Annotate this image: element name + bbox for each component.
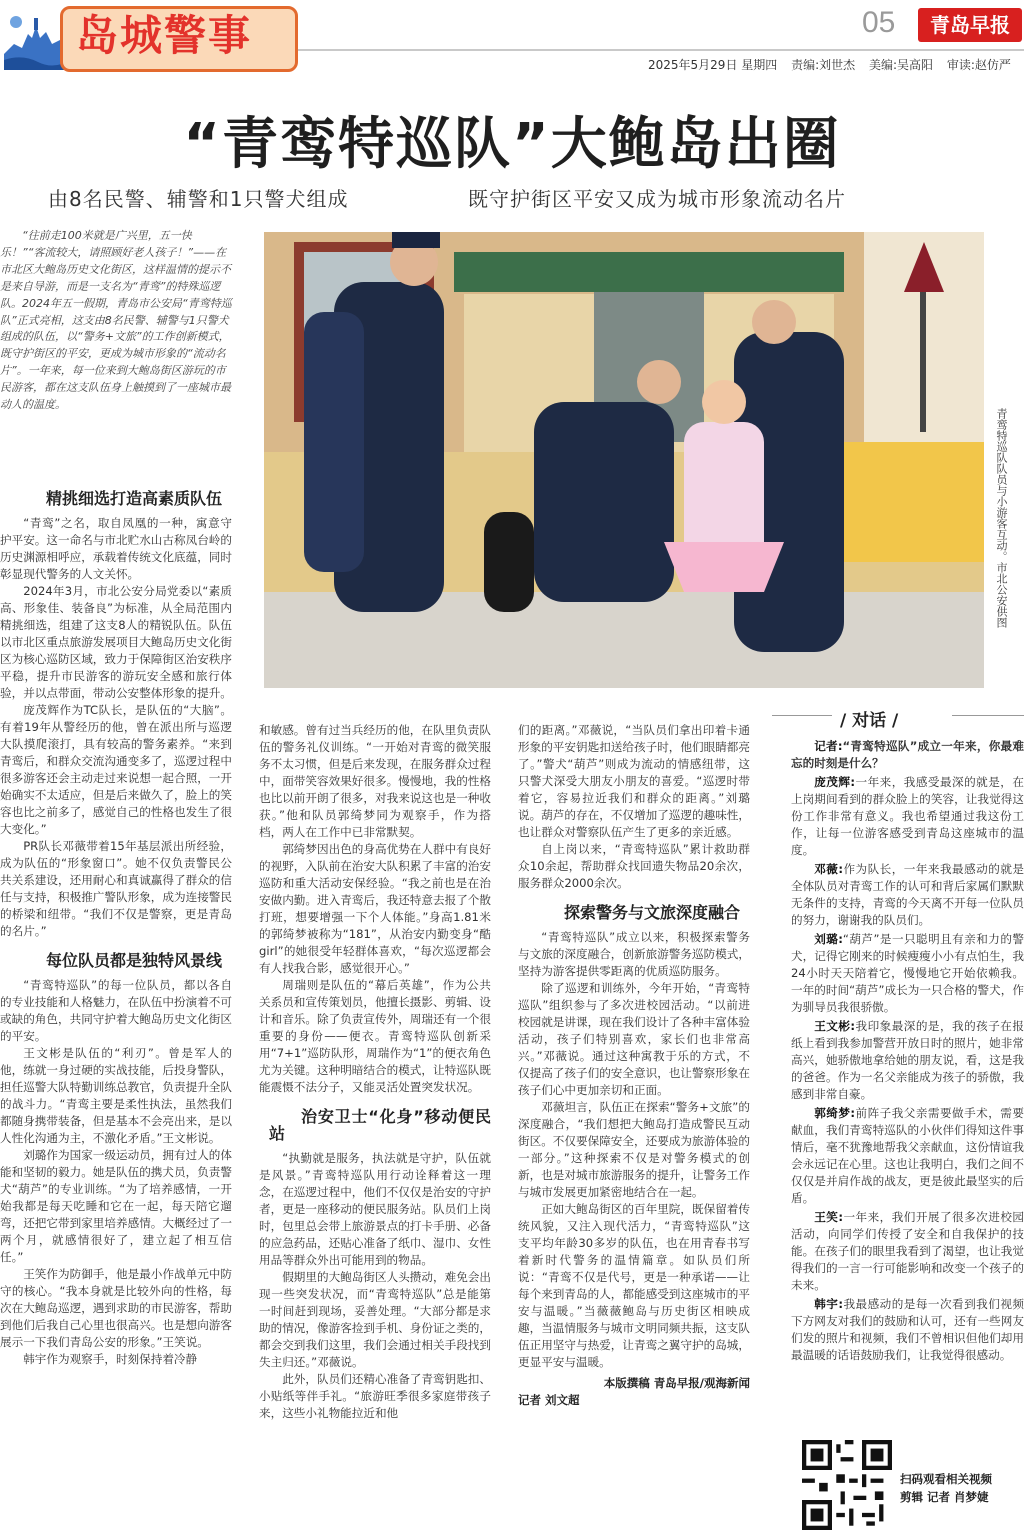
qr-caption-line-2: 剪辑 记者 肖梦婕 xyxy=(900,1490,989,1504)
dialog-entry: 郭绮梦:前阵子我父亲需要做手术，需要献血，我们青鸾特巡队的小伙伴们得知这件事情后，毫不犹豫地帮我父亲献血，这份情谊我会永远记在心里。这也让我明白，我们之间不仅仅是并肩作战的战友，更是彼此最坚实的后盾。 xyxy=(791,1106,1024,1205)
dialog-text: 一年来，我们开展了很多次进校园活动，向同学们传授了安全和自我保护的技能。在孩子们的眼里我看到了渴望，也让我觉得我们的一言一行可能影响和改变一个孩子的未来。 xyxy=(791,1210,1024,1292)
edition-meta xyxy=(648,56,1021,73)
subtitle-left: 由8名民警、辅警和1只警犬组成 xyxy=(48,187,349,211)
dialog-column xyxy=(791,738,1024,1366)
dialog-text: 前阵子我父亲需要做手术，需要献血，我们青鸾特巡队的小伙伴们得知这件事情后，毫不犹豫地帮我父亲献血，这份情谊我会永远记在心里。这也让我明白，我们之间不仅仅是并肩作战的战友，更是彼此最坚实的后盾。 xyxy=(791,1106,1024,1205)
dialog-speaker: 王笑 xyxy=(814,1210,839,1224)
dialog-speaker: 刘璐 xyxy=(814,932,839,946)
lead-paragraph xyxy=(0,228,232,414)
paragraph: 庞茂辉作为TC队长，是队伍的“大脑”。有着19年从警经历的他，曾在派出所与巡逻大队摸爬滚打，具有较高的警务素养。“来到青鸾后，和群众交流沟通变多了，巡逻过程中很多游客还会主动走过来说想一起合照，一开始确实不太适应，但是后来做久了，脸上的笑容也比之前多了，感觉自己的性格也发生了很大变化。” xyxy=(0,703,232,836)
paragraph: 韩宇作为观察手，时刻保持着冷静 xyxy=(23,1352,198,1366)
dialog-text: 一年来，我感受最深的就是，在上岗期间看到的群众脸上的笑容，让我觉得这份工作非常有意义。我也希望通过我这份工作，让每一位游客感受到青岛这座城市的温度。 xyxy=(791,775,1024,857)
dialog-speaker: 记者 xyxy=(814,739,838,753)
photo-caption: 青鸾特巡队队员与小游客互动。市北公安供图 xyxy=(995,408,1008,628)
article-title: “青鸾特巡队”大鲍岛出圈 xyxy=(183,112,841,177)
paragraph: 郭绮梦因出色的身高优势在人群中有良好的视野，入队前在治安大队积累了丰富的治安巡防和重大活动安保经验。“我之前也是在治安做内勤。进入青鸾后，我还特意去报了个散打班，想要增强一下个人体能。”身高1.81米的郭绮梦被称为“181”，从治安内勤变身“酷girl”的她很受年轻群体喜欢，“每次巡逻都会有人找我合影，感觉很开心。” xyxy=(259,842,491,975)
art-editor: 美编:吴高阳 xyxy=(868,58,934,72)
dialog-speaker: 王文彬 xyxy=(814,1019,851,1033)
paragraph: 王笑作为防御手，他是最小作战单元中防守的核心。“我本身就是比较外向的性格，每次在大鲍岛巡逻，遇到求助的市民游客，帮助到他们后我自己心里也很高兴。也是想向游客展示一下我们青岛公安的形象。”王笑说。 xyxy=(0,1267,232,1349)
qr-caption-line-1: 扫码观看相关视频 xyxy=(900,1472,992,1486)
paragraph: “执勤就是服务，执法就是守护，队伍就是风景。”青鸾特巡队用行动诠释着这一理念，在巡逻过程中，他们不仅仅是治安的守护者，更是一座移动的便民服务站。队员们上岗时，包里总会带上旅游景点的打卡手册、必备的应急药品，还贴心准备了纸巾、湿巾、女性用品等群众外出可能用到的物品。 xyxy=(259,1151,491,1267)
dialog-title: / 对话 / xyxy=(840,711,899,731)
header-rule xyxy=(298,49,1024,51)
edition-date: 2025年5月29日 星期四 xyxy=(648,58,778,72)
heading-service: 治安卫士“化身”移动便民站 xyxy=(269,1107,491,1143)
dialog-entry: 王笑:一年来，我们开展了很多次进校园活动，向同学们传授了安全和自我保护的技能。在孩子们的眼里我看到了渴望，也让我觉得我们的一言一行可能影响和改变一个孩子的未来。 xyxy=(791,1210,1024,1292)
dialog-entry: 韩宇:我最感动的是每一次看到我们视频下方网友对我们的鼓励和认可，还有一些网友们发的照片和视频，我们不曾相识但他们却用最温暖的话语鼓励我们，让我觉得很感动。 xyxy=(791,1297,1024,1362)
paragraph: “青鸾”之名，取自凤凰的一种，寓意守护平安。这一命名与市北贮水山古称凤台岭的历史渊源相呼应，承载着传统文化底蕴，同时彰显现代警务的人文关怀。 xyxy=(0,516,232,581)
dialog-speaker: 郭绮梦 xyxy=(814,1106,851,1120)
paragraph: 正如大鲍岛街区的百年里院，既保留着传统风貌，又注入现代活力，“青鸾特巡队”这支平均年龄30多岁的队伍，也在用青春书写着新时代警务的温情篇章。如队员们所说：“青鸾不仅是代号，更是一种承诺——让每个来到青岛的人，都能感受到这座城市的平安与温暖。”当薇薇鲍岛与历史街区相映成趣，当温情服务与城市文明同频共振，这支队伍正用坚守与热爱，让青鸾之翼守护的岛城，更显平安与温暖。 xyxy=(518,1202,750,1369)
paragraph: 邓薇坦言，队伍正在探索“警务+文旅”的深度融合，“我们想把大鲍岛打造成警民互动街区。不仅要保障安全，还要成为旅游体验的一部分。”这种探索不仅是对警务模式的创新，也是对城市旅游服务的提升，让警务工作与城市发展更加紧密地结合在一起。 xyxy=(518,1100,750,1199)
paragraph: 假期里的大鲍岛街区人头攒动，难免会出现一些突发状况，而“青鸾特巡队”总是能第一时间赶到现场，妥善处理。“大部分都是求助的情况，像游客捡到手机、身份证之类的，都会交到我们这里，我们会通过相关手段找到失主归还。”邓薇说。 xyxy=(259,1270,491,1369)
paragraph: 自上岗以来，“青鸾特巡队”累计救助群众10余起，帮助群众找回遗失物品20余次，服务群众2000余次。 xyxy=(518,842,750,890)
editor: 责编:刘世杰 xyxy=(791,58,856,72)
dialog-text: 我最感动的是每一次看到我们视频下方网友对我们的鼓励和认可，还有一些网友们发的照片和视频，我们不曾相识但他们却用最温暖的话语鼓励我们，让我觉得很感动。 xyxy=(791,1297,1024,1362)
paragraph: 除了巡逻和训练外，今年开始，“青鸾特巡队”组织参与了多次进校园活动。“以前进校园就是讲课，现在我们设计了各种丰富体验活动，孩子们特别喜欢，家长们也非常高兴。”邓薇说。通过这种寓教于乐的方式，不仅提高了孩子们的安全意识，也让警察形象在孩子们心中更加亲切和正面。 xyxy=(518,981,750,1097)
page-number: 05 xyxy=(862,6,896,39)
dialog-entry: 刘璐:“葫芦”是一只聪明且有亲和力的警犬，记得它刚来的时候瘦瘦小小有点怕生，我24小时天天陪着它，慢慢地它开始依赖我。一年的时间“葫芦”成长为一只合格的警犬，作为驯导员我很骄傲。 xyxy=(791,932,1024,1014)
dialog-rule-left xyxy=(772,715,832,716)
heading-tourism: 探索警务与文旅深度融合 xyxy=(564,903,741,922)
subtitle-right: 既守护街区平安又成为城市形象流动名片 xyxy=(468,187,846,211)
paragraph: PR队长邓薇带着15年基层派出所经验，成为队伍的“形象窗口”。她不仅负责警民公共关系建设，还用耐心和真诚赢得了群众的信任与支持，积极推广警队形象，成为连接警民的桥梁和纽带。“我们不仅是警察，更是青岛的名片。” xyxy=(0,839,232,938)
dialog-text: 我印象最深的是，我的孩子在报纸上看到我参加警营开放日时的照片，她非常高兴，她骄傲地拿给她的朋友说，看，这是我的爸爸。作为一名父亲能成为孩子的骄傲，我感到非常自豪。 xyxy=(791,1019,1024,1101)
dialog-text: “青鸾特巡队”成立一年来，你最难忘的时刻是什么？ xyxy=(791,739,1024,770)
dialog-text: 作为队长，一年来我最感动的就是全体队员对青鸾工作的认可和背后家属们默默无条件的支持，青鸾的今天离不开每一位队员的努力，谢谢我的队员们。 xyxy=(791,862,1024,927)
section-title: 岛城警事 xyxy=(76,11,253,60)
dialog-entry: 王文彬:我印象最深的是，我的孩子在报纸上看到我参加警营开放日时的照片，她非常高兴，她骄傲地拿给她的朋友说，看，这是我的爸爸。作为一名父亲能成为孩子的骄傲，我感到非常自豪。 xyxy=(791,1019,1024,1101)
paper-logo: 青岛早报 xyxy=(918,8,1022,42)
heading-members: 每位队员都是独特风景线 xyxy=(46,951,223,970)
dialog-text: “葫芦”是一只聪明且有亲和力的警犬，记得它刚来的时候瘦瘦小小有点怕生，我24小时天天陪着它，慢慢地它开始依赖我。一年的时间“葫芦”成长为一只合格的警犬，作为驯导员我很骄傲。 xyxy=(791,932,1024,1014)
paragraph: 2024年3月，市北公安分局党委以“素质高、形象佳、装备良”为标准，从全局范围内精挑细选，组建了这支8人的精锐队伍。队伍以市北区重点旅游发展项目大鲍岛历史文化街区为核心巡防区域，致力于保障街区治安秩序平稳，提升市民游客的游玩安全感和旅行体验，并以点带面，带动公安整体形象的提升。 xyxy=(0,584,232,700)
qr-caption xyxy=(900,1470,992,1506)
dialog-entry: 庞茂辉:一年来，我感受最深的就是，在上岗期间看到的群众脸上的笑容，让我觉得这份工作非常有意义。我也希望通过我这份工作，让每一位游客感受到青岛这座城市的温度。 xyxy=(791,775,1024,857)
heading-selection: 精挑细选打造高素质队伍 xyxy=(46,489,223,508)
column-2 xyxy=(259,722,491,1422)
paragraph: 刘璐作为国家一级运动员，拥有过人的体能和坚韧的毅力。她是队伍的携犬员，负责警犬“葫芦”的专业训练。“为了培养感情，一开始我都是每天吃睡和它在一起，每天陪它遛弯，还把它带到家里培养感情。大概经过了一两个月，就感情很好了，建立起了相互信任。” xyxy=(0,1148,232,1264)
masthead xyxy=(0,0,296,72)
paragraph: 此外，队员们还精心准备了青鸾钥匙扣、小贴纸等伴手礼。“旅游旺季很多家庭带孩子来，这些小礼物能拉近和他 xyxy=(259,1372,491,1420)
dialog-speaker: 邓薇 xyxy=(814,862,839,876)
column-1 xyxy=(0,490,232,1368)
paragraph: 周瑞则是队伍的“幕后英雄”，作为公共关系员和宣传策划员，他擅长摄影、剪辑、设计和音乐。除了负责宣传外，周瑞还有一个很重要的身份——便衣。青鸾特巡队创新采用“7+1”巡防队形，周瑞作为“1”的便衣角色尤为关键。这种明暗结合的模式，让特巡队既能震慑不法分子，又能灵活处置突发状况。 xyxy=(259,978,491,1094)
byline-reporter: 记者 刘文超 xyxy=(518,1393,580,1407)
dialog-entry: 邓薇:作为队长，一年来我最感动的就是全体队员对青鸾工作的认可和背后家属们默默无条件的支持，青鸾的今天离不开每一位队员的努力，谢谢我的队员们。 xyxy=(791,862,1024,927)
paragraph: “青鸾特巡队”成立以来，积极探索警务与文旅的深度融合，创新旅游警务巡防模式，坚持为游客提供零距离的优质巡防服务。 xyxy=(518,930,750,978)
paragraph: 们的距离。”邓薇说，“当队员们拿出印着卡通形象的平安钥匙扣送给孩子时，他们眼睛都亮了。”警犬“葫芦”则成为流动的情感纽带，这只警犬深受大朋友小朋友的喜爱。“巡逻时带着它，容易拉近我们和群众的距离。”刘璐说。葫芦的存在，不仅增加了巡逻的趣味性，也让群众对警察队伍产生了更多的亲近感。 xyxy=(518,723,750,839)
dialog-rule-right xyxy=(952,715,1024,716)
qr-code-icon[interactable] xyxy=(802,1440,892,1530)
dialog-entry: 记者:“青鸾特巡队”成立一年来，你最难忘的时刻是什么？ xyxy=(791,739,1024,770)
lead-text: “往前走100米就是广兴里，五一快乐！”“客流较大，请照顾好老人孩子！”——在市北区大鲍岛历史文化街区，这样温情的提示不是来自导游，而是一支名为“青鸾”的特殊巡逻队。2024年五一假期，青岛市公安局“青鸾特巡队”正式亮相，这支由8名民警、辅警与1只警犬组成的队伍，以“警务+文旅”的工作创新模式，既守护街区的平安，更成为城市形象的“流动名片”。一年来，每一位来到大鲍岛街区游玩的市民游客，都在这支队伍身上触摸到了一座城市最动人的温度。 xyxy=(0,229,232,412)
byline-source: 本版撰稿 青岛早报/观海新闻 xyxy=(603,1376,750,1390)
paragraph: 王文彬是队伍的“利刃”。曾是军人的他，练就一身过硬的实战技能，后投身警队，担任巡警大队特勤训练总教官，负责提升全队的战斗力。“青鸾主要是柔性执法，虽然我们都随身携带装备，但是基本不会亮出来，是以人性化沟通为主，不激化矛盾。”王文彬说。 xyxy=(0,1046,232,1145)
column-3 xyxy=(518,722,750,1409)
dialog-speaker: 庞茂辉 xyxy=(814,775,851,789)
dialog-speaker: 韩宇 xyxy=(814,1297,839,1311)
paragraph: 和敏感。曾有过当兵经历的他，在队里负责队伍的警务礼仪训练。“一开始对青鸾的微笑服务不太习惯，但是后来发现，在服务群众过程中，面带笑容效果好很多。慢慢地，我的性格也比以前开朗了很多，对我来说这也是一种收获。”他和队员郭绮梦同为观察手，作为搭档，两人在工作中已非常默契。 xyxy=(259,723,491,839)
proofreader: 审读:赵仿严 xyxy=(946,58,1011,72)
paragraph: “青鸾特巡队”的每一位队员，都以各自的专业技能和人格魅力，在队伍中扮演着不可或缺的角色，共同守护着大鲍岛历史文化街区的平安。 xyxy=(0,978,232,1043)
team-photo xyxy=(264,232,984,688)
